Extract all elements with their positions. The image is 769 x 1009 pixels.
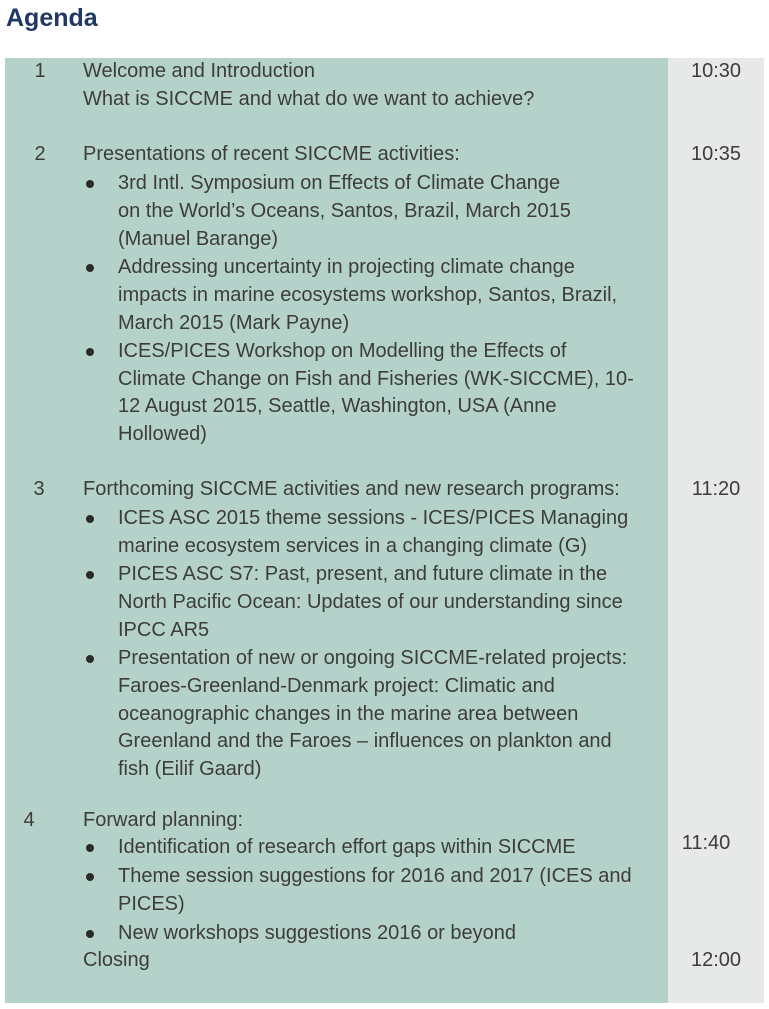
bullet-line: New workshops suggestions 2016 or beyond [118, 922, 517, 944]
bullet-line: 3rd Intl. Symposium on Effects of Climate Change [118, 172, 561, 194]
bullet-line: Presentation of new or ongoing SICCME-related projects: [118, 647, 628, 669]
bullet-icon [86, 655, 94, 663]
bullet-line: oceanographic changes in the marine area between [118, 703, 579, 725]
item-number: 1 [34, 60, 46, 82]
item-number: 2 [34, 143, 46, 165]
bullet-icon [86, 264, 94, 272]
bullet-line: IPCC AR5 [118, 619, 210, 641]
bullet-line: fish (Eilif Gaard) [118, 758, 262, 780]
item-heading: Forward planning: [83, 809, 244, 831]
bullet-line: Faroes-Greenland-Denmark project: Climatic and [118, 675, 555, 697]
item-number: 3 [33, 478, 45, 500]
item-time: 11:40 [681, 832, 731, 854]
bullet-line: North Pacific Ocean: Updates of our understanding since [118, 591, 623, 613]
bullet-line: Theme session suggestions for 2016 and 2017 (ICES and [118, 865, 632, 887]
item-heading: Forthcoming SICCME activities and new research programs: [83, 478, 620, 500]
closing-label: Closing [83, 949, 150, 971]
agenda-time-column [668, 58, 764, 1003]
bullet-line: March 2015 (Mark Payne) [118, 312, 350, 334]
bullet-line: on the World’s Oceans, Santos, Brazil, March 2015 [118, 200, 571, 222]
page-title: Agenda [6, 4, 98, 32]
bullet-icon [86, 873, 94, 881]
bullet-icon [86, 930, 94, 938]
bullet-icon [86, 348, 94, 356]
item-heading: Welcome and Introduction [83, 60, 315, 82]
item-heading: Presentations of recent SICCME activities: [83, 143, 460, 165]
bullet-line: PICES ASC S7: Past, present, and future climate in the [118, 563, 608, 585]
bullet-line: impacts in marine ecosystems workshop, Santos, Brazil, [118, 284, 618, 306]
closing-time: 12:00 [690, 949, 742, 971]
bullet-line: Addressing uncertainty in projecting climate change [118, 256, 575, 278]
bullet-line: Hollowed) [118, 423, 207, 445]
item-time: 11:20 [691, 478, 741, 500]
item-line: What is SICCME and what do we want to achieve? [83, 88, 535, 110]
bullet-line: ICES/PICES Workshop on Modelling the Effects of [118, 340, 567, 362]
bullet-line: 12 August 2015, Seattle, Washington, USA (Anne [118, 395, 557, 417]
bullet-line: ICES ASC 2015 theme sessions - ICES/PICES Managing [118, 507, 629, 529]
bullet-line: (Manuel Barange) [118, 228, 279, 250]
bullet-line: marine ecosystem services in a changing climate (G) [118, 535, 588, 557]
item-number: 4 [23, 809, 35, 831]
bullet-icon [86, 180, 94, 188]
bullet-icon [86, 844, 94, 852]
item-time: 10:35 [690, 143, 742, 165]
bullet-line: Climate Change on Fish and Fisheries (WK-SICCME), 10- [118, 368, 634, 390]
item-time: 10:30 [690, 60, 742, 82]
bullet-icon [86, 571, 94, 579]
bullet-icon [86, 515, 94, 523]
bullet-line: Greenland and the Faroes – influences on plankton and [118, 730, 612, 752]
bullet-line: PICES) [118, 893, 185, 915]
bullet-line: Identification of research effort gaps within SICCME [118, 836, 576, 858]
